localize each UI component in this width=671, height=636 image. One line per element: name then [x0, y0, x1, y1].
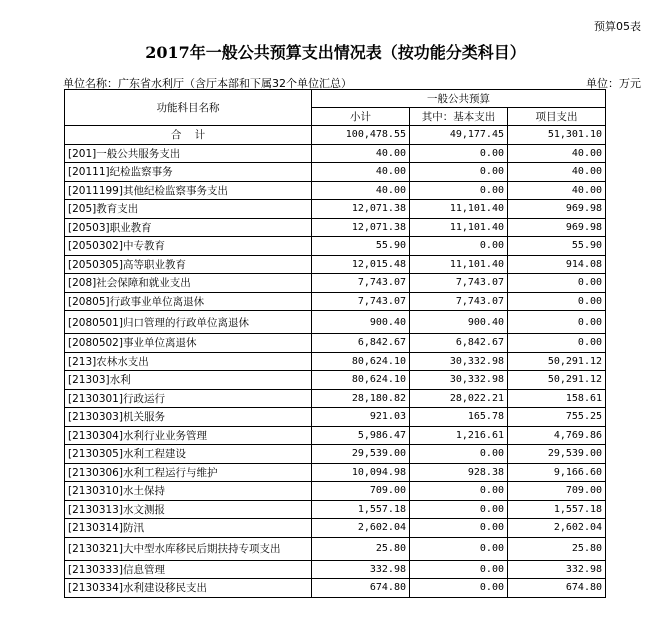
project-cell: 1,557.18: [508, 500, 606, 519]
item-name-cell: [2050305]高等职业教育: [65, 255, 312, 274]
project-cell: 40.00: [508, 144, 606, 163]
basic-cell: 0.00: [410, 181, 508, 200]
item-name-cell: [2130304]水利行业业务管理: [65, 426, 312, 445]
table-row: [65, 579, 606, 598]
table-row: [65, 292, 606, 311]
subtotal-cell: 28,180.82: [312, 389, 410, 408]
subtotal-cell: 29,539.00: [312, 445, 410, 464]
basic-cell: 6,842.67: [410, 334, 508, 353]
table-row: [65, 500, 606, 519]
project-cell: 755.25: [508, 408, 606, 427]
basic-cell: 900.40: [410, 311, 508, 334]
item-name-cell: [2130301]行政运行: [65, 389, 312, 408]
item-name-cell: [20805]行政事业单位离退休: [65, 292, 312, 311]
basic-cell: 0.00: [410, 537, 508, 560]
basic-cell: 1,216.61: [410, 426, 508, 445]
subtotal-cell: 1,557.18: [312, 500, 410, 519]
subtotal-cell: 674.80: [312, 579, 410, 598]
basic-cell: 0.00: [410, 519, 508, 538]
table-row: [65, 426, 606, 445]
project-cell: 914.08: [508, 255, 606, 274]
subtotal-cell: 12,071.38: [312, 218, 410, 237]
subtotal-cell: 10,094.98: [312, 463, 410, 482]
project-cell: 0.00: [508, 311, 606, 334]
table-row: [65, 218, 606, 237]
subtotal-cell: 900.40: [312, 311, 410, 334]
page-title: 2017年一般公共预算支出情况表（按功能分类科目）: [145, 43, 526, 62]
table-row: [65, 334, 606, 353]
table-row: [65, 274, 606, 293]
total-basic: 49,177.45: [410, 126, 508, 145]
item-name-cell: [20111]纪检监察事务: [65, 163, 312, 182]
table-row: [65, 163, 606, 182]
subtotal-cell: 332.98: [312, 560, 410, 579]
project-cell: 0.00: [508, 274, 606, 293]
subtotal-cell: 5,986.47: [312, 426, 410, 445]
header-group: 一般公共预算: [312, 90, 606, 108]
project-cell: 0.00: [508, 334, 606, 353]
unit-measure: 单位：万元: [586, 77, 641, 90]
subtotal-cell: 80,624.10: [312, 352, 410, 371]
basic-cell: 0.00: [410, 163, 508, 182]
project-cell: 674.80: [508, 579, 606, 598]
total-row: [65, 126, 606, 145]
item-name-cell: [2130310]水土保持: [65, 482, 312, 501]
header-project: 项目支出: [508, 108, 606, 126]
basic-cell: 0.00: [410, 560, 508, 579]
project-cell: 55.90: [508, 237, 606, 256]
subtotal-cell: 55.90: [312, 237, 410, 256]
table-row: [65, 408, 606, 427]
item-name-cell: [213]农林水支出: [65, 352, 312, 371]
project-cell: 40.00: [508, 181, 606, 200]
project-cell: 4,769.86: [508, 426, 606, 445]
project-cell: 709.00: [508, 482, 606, 501]
table-row: [65, 371, 606, 390]
project-cell: 969.98: [508, 218, 606, 237]
subtotal-cell: 7,743.07: [312, 274, 410, 293]
table-row: [65, 255, 606, 274]
item-name-cell: [2080502]事业单位离退休: [65, 334, 312, 353]
item-name-cell: [2080501]归口管理的行政单位离退休: [65, 311, 312, 334]
basic-cell: 0.00: [410, 500, 508, 519]
subtotal-cell: 25.80: [312, 537, 410, 560]
total-subtotal: 100,478.55: [312, 126, 410, 145]
item-name-cell: [2130306]水利工程运行与维护: [65, 463, 312, 482]
table-row: [65, 352, 606, 371]
basic-cell: 28,022.21: [410, 389, 508, 408]
item-name-cell: [2011199]其他纪检监察事务支出: [65, 181, 312, 200]
subtotal-cell: 80,624.10: [312, 371, 410, 390]
subtotal-cell: 40.00: [312, 181, 410, 200]
project-cell: 2,602.04: [508, 519, 606, 538]
project-cell: 50,291.12: [508, 352, 606, 371]
basic-cell: 0.00: [410, 482, 508, 501]
basic-cell: 7,743.07: [410, 274, 508, 293]
subtotal-cell: 921.03: [312, 408, 410, 427]
subtotal-cell: 12,015.48: [312, 255, 410, 274]
item-name-cell: [2130321]大中型水库移民后期扶持专项支出: [65, 537, 312, 560]
header-basic: 其中：基本支出: [410, 108, 508, 126]
item-name-cell: [2130303]机关服务: [65, 408, 312, 427]
basic-cell: 0.00: [410, 579, 508, 598]
basic-cell: 11,101.40: [410, 218, 508, 237]
subtotal-cell: 12,071.38: [312, 200, 410, 219]
basic-cell: 0.00: [410, 445, 508, 464]
table-row: [65, 519, 606, 538]
project-cell: 29,539.00: [508, 445, 606, 464]
table-row: [65, 537, 606, 560]
project-cell: 332.98: [508, 560, 606, 579]
basic-cell: 30,332.98: [410, 352, 508, 371]
table-row: [65, 144, 606, 163]
total-label: 合 计: [65, 126, 312, 145]
subtotal-cell: 709.00: [312, 482, 410, 501]
basic-cell: 0.00: [410, 144, 508, 163]
item-name-cell: [2050302]中专教育: [65, 237, 312, 256]
project-cell: 40.00: [508, 163, 606, 182]
project-cell: 0.00: [508, 292, 606, 311]
basic-cell: 11,101.40: [410, 200, 508, 219]
basic-cell: 928.38: [410, 463, 508, 482]
item-name-cell: [20503]职业教育: [65, 218, 312, 237]
table-row: [65, 200, 606, 219]
table-row: [65, 560, 606, 579]
table-row: [65, 482, 606, 501]
subtotal-cell: 40.00: [312, 163, 410, 182]
item-name-cell: [2130333]信息管理: [65, 560, 312, 579]
subtotal-cell: 7,743.07: [312, 292, 410, 311]
unit-name: 单位名称：广东省水利厅（含厅本部和下属32个单位汇总）: [63, 77, 352, 90]
total-project: 51,301.10: [508, 126, 606, 145]
header-row-1: [65, 90, 606, 108]
form-number: 预算05表: [594, 20, 641, 33]
basic-cell: 165.78: [410, 408, 508, 427]
item-name-cell: [21303]水利: [65, 371, 312, 390]
table-row: [65, 237, 606, 256]
item-name-cell: [205]教育支出: [65, 200, 312, 219]
basic-cell: 0.00: [410, 237, 508, 256]
item-name-cell: [2130305]水利工程建设: [65, 445, 312, 464]
project-cell: 25.80: [508, 537, 606, 560]
basic-cell: 30,332.98: [410, 371, 508, 390]
subtotal-cell: 40.00: [312, 144, 410, 163]
header-subtotal: 小计: [312, 108, 410, 126]
project-cell: 158.61: [508, 389, 606, 408]
header-item-name: 功能科目名称: [65, 90, 312, 126]
project-cell: 9,166.60: [508, 463, 606, 482]
project-cell: 50,291.12: [508, 371, 606, 390]
item-name-cell: [201]一般公共服务支出: [65, 144, 312, 163]
table-row: [65, 389, 606, 408]
item-name-cell: [2130313]水文测报: [65, 500, 312, 519]
subtotal-cell: 2,602.04: [312, 519, 410, 538]
basic-cell: 7,743.07: [410, 292, 508, 311]
basic-cell: 11,101.40: [410, 255, 508, 274]
budget-table: [64, 89, 606, 598]
subtotal-cell: 6,842.67: [312, 334, 410, 353]
item-name-cell: [2130334]水利建设移民支出: [65, 579, 312, 598]
table-row: [65, 181, 606, 200]
item-name-cell: [2130314]防汛: [65, 519, 312, 538]
table-row: [65, 445, 606, 464]
table-row: [65, 311, 606, 334]
item-name-cell: [208]社会保障和就业支出: [65, 274, 312, 293]
table-row: [65, 463, 606, 482]
project-cell: 969.98: [508, 200, 606, 219]
